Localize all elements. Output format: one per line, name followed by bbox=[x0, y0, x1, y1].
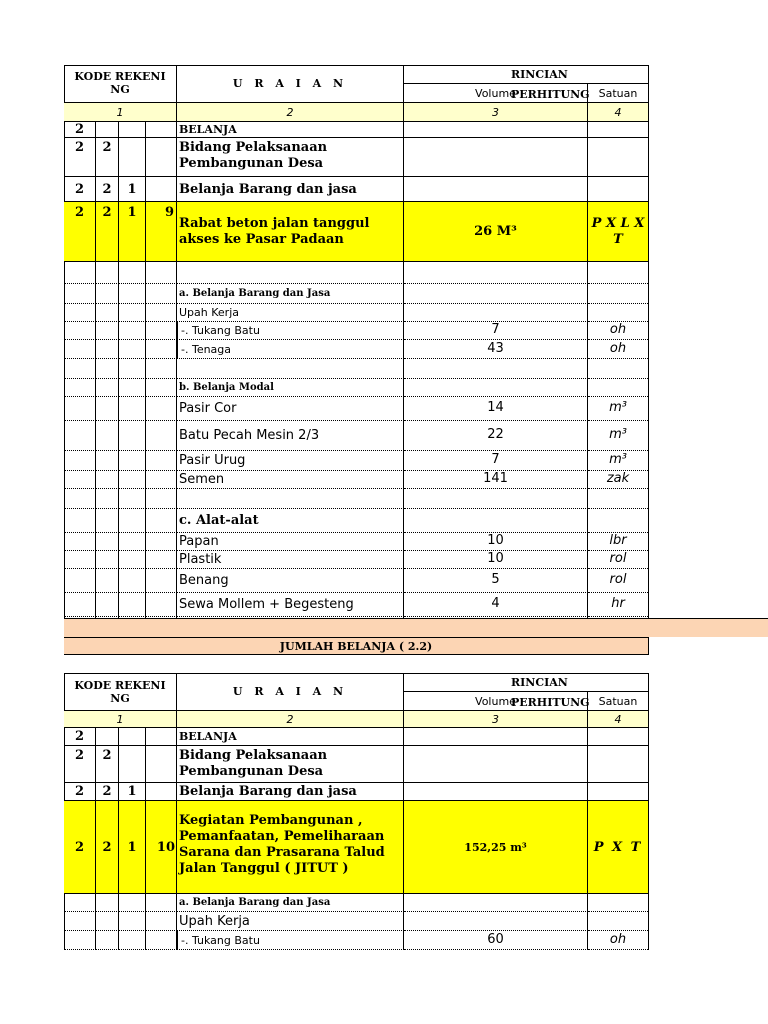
detail-satuan: oh bbox=[588, 322, 648, 340]
kode-cell bbox=[96, 451, 119, 471]
detail-satuan: rol bbox=[588, 569, 648, 593]
budget-table-2 bbox=[64, 673, 768, 950]
kode-cell bbox=[64, 284, 96, 304]
detail-volume bbox=[404, 509, 588, 533]
detail-satuan: oh bbox=[588, 340, 648, 359]
header-satuan: Satuan bbox=[588, 84, 648, 103]
header-volume: Volume bbox=[404, 692, 588, 711]
kode-cell bbox=[146, 728, 177, 746]
detail-volume bbox=[404, 284, 588, 304]
kode-cell bbox=[119, 322, 146, 340]
kode-cell: 2 bbox=[64, 783, 96, 801]
uraian-kegiatan: Kegiatan Pembangunan , Pemanfaatan, Pemeliharaan Sarana dan Prasarana Talud Jalan Tanggul ( JITUT ) bbox=[177, 801, 404, 894]
kode-cell bbox=[119, 551, 146, 569]
kode-cell: 2 bbox=[96, 202, 119, 262]
header-kode-rekening: KODE REKENI NG bbox=[64, 673, 177, 711]
kode-cell bbox=[64, 304, 96, 322]
detail-volume: 10 bbox=[404, 533, 588, 551]
col-number-2: 2 bbox=[177, 711, 404, 728]
kode-cell bbox=[119, 489, 146, 509]
kode-cell: 2 bbox=[64, 728, 96, 746]
kode-cell bbox=[119, 340, 146, 359]
col-number-1: 1 bbox=[64, 711, 177, 728]
kode-cell bbox=[146, 894, 177, 912]
detail-uraian: b. Belanja Modal bbox=[177, 379, 404, 397]
detail-satuan bbox=[588, 509, 648, 533]
detail-uraian: Benang bbox=[177, 569, 404, 593]
detail-uraian: Papan bbox=[177, 533, 404, 551]
detail-volume bbox=[404, 379, 588, 397]
satuan-cell bbox=[588, 746, 648, 783]
detail-volume bbox=[404, 489, 588, 509]
kode-cell bbox=[119, 509, 146, 533]
kode-cell bbox=[96, 359, 119, 379]
kode-cell bbox=[64, 421, 96, 451]
kode-cell bbox=[146, 262, 177, 284]
detail-satuan bbox=[588, 304, 648, 322]
detail-uraian: Batu Pecah Mesin 2/3 bbox=[177, 421, 404, 451]
uraian-belanja-barang: Belanja Barang dan jasa bbox=[177, 177, 404, 202]
kode-cell bbox=[96, 284, 119, 304]
col-number-4: 4 bbox=[588, 711, 648, 728]
kode-cell bbox=[146, 593, 177, 617]
kode-cell bbox=[96, 379, 119, 397]
kode-cell bbox=[96, 340, 119, 359]
volume-cell bbox=[404, 177, 588, 202]
detail-uraian bbox=[177, 489, 404, 509]
kode-cell: 2 bbox=[96, 177, 119, 202]
kode-cell bbox=[96, 471, 119, 489]
volume-kegiatan: 152,25 m³ bbox=[404, 801, 588, 894]
detail-rows bbox=[64, 262, 649, 618]
kode-cell bbox=[96, 894, 119, 912]
detail-uraian: Pasir Urug bbox=[177, 451, 404, 471]
kode-cell bbox=[146, 322, 177, 340]
kode-cell bbox=[96, 728, 119, 746]
detail-satuan: m³ bbox=[588, 397, 648, 421]
kode-cell bbox=[96, 551, 119, 569]
detail-volume bbox=[404, 894, 588, 912]
kode-cell bbox=[146, 284, 177, 304]
detail-satuan bbox=[588, 359, 648, 379]
kode-cell bbox=[119, 533, 146, 551]
uraian-rabat-beton: Rabat beton jalan tanggul akses ke Pasar Padaan bbox=[177, 202, 404, 262]
kode-cell: 9 bbox=[146, 202, 177, 262]
kode-cell: 2 bbox=[64, 122, 96, 138]
kode-cell bbox=[119, 931, 146, 950]
kode-cell bbox=[146, 122, 177, 138]
kode-cell bbox=[146, 912, 177, 931]
volume-cell bbox=[404, 728, 588, 746]
detail-satuan: m³ bbox=[588, 451, 648, 471]
kode-cell bbox=[96, 322, 119, 340]
header-volume: Volume bbox=[404, 84, 588, 103]
kode-cell bbox=[64, 359, 96, 379]
kode-cell bbox=[146, 471, 177, 489]
kode-cell bbox=[64, 451, 96, 471]
kode-cell bbox=[64, 509, 96, 533]
uraian-belanja: BELANJA bbox=[177, 728, 404, 746]
kode-cell bbox=[119, 471, 146, 489]
kode-cell bbox=[96, 569, 119, 593]
kode-cell bbox=[64, 397, 96, 421]
kode-cell: 1 bbox=[119, 202, 146, 262]
detail-volume: 7 bbox=[404, 451, 588, 471]
kode-cell bbox=[96, 304, 119, 322]
total-right-border bbox=[648, 637, 649, 655]
detail-satuan bbox=[588, 489, 648, 509]
kode-cell bbox=[96, 122, 119, 138]
detail-satuan bbox=[588, 379, 648, 397]
kode-cell: 2 bbox=[64, 202, 96, 262]
kode-cell bbox=[64, 340, 96, 359]
kode-cell: 10 bbox=[146, 801, 177, 894]
satuan-rabat-beton: P X L X T bbox=[588, 202, 648, 262]
kode-cell bbox=[119, 421, 146, 451]
detail-uraian: Sewa Mollem + Begesteng bbox=[177, 593, 404, 617]
detail-satuan: oh bbox=[588, 931, 648, 950]
kode-cell bbox=[146, 379, 177, 397]
satuan-cell bbox=[588, 138, 648, 177]
kode-cell bbox=[64, 489, 96, 509]
uraian-bidang: Bidang Pelaksanaan Pembangunan Desa bbox=[177, 138, 404, 177]
kode-cell bbox=[96, 421, 119, 451]
uraian-belanja-barang: Belanja Barang dan jasa bbox=[177, 783, 404, 801]
detail-satuan: m³ bbox=[588, 421, 648, 451]
kode-cell: 2 bbox=[64, 746, 96, 783]
kode-cell bbox=[119, 593, 146, 617]
detail-uraian: c. Alat-alat bbox=[177, 509, 404, 533]
kode-cell: 2 bbox=[96, 783, 119, 801]
kode-cell bbox=[146, 177, 177, 202]
detail-uraian: Semen bbox=[177, 471, 404, 489]
kode-cell bbox=[64, 569, 96, 593]
kode-cell bbox=[119, 894, 146, 912]
kode-cell bbox=[96, 533, 119, 551]
kode-cell bbox=[146, 569, 177, 593]
kode-cell bbox=[119, 304, 146, 322]
detail-uraian: -. Tukang Batu bbox=[177, 931, 404, 950]
kode-cell bbox=[146, 551, 177, 569]
detail-uraian: a. Belanja Barang dan Jasa bbox=[177, 284, 404, 304]
satuan-cell bbox=[588, 783, 648, 801]
kode-cell bbox=[64, 894, 96, 912]
kode-cell bbox=[146, 746, 177, 783]
kode-cell bbox=[96, 593, 119, 617]
detail-volume: 60 bbox=[404, 931, 588, 950]
header-uraian: U R A I A N bbox=[177, 65, 404, 103]
detail-satuan: hr bbox=[588, 593, 648, 617]
detail-uraian: -. Tukang Batu bbox=[177, 322, 404, 340]
detail-volume: 4 bbox=[404, 593, 588, 617]
detail-uraian: Pasir Cor bbox=[177, 397, 404, 421]
kode-cell bbox=[146, 451, 177, 471]
kode-cell: 2 bbox=[96, 138, 119, 177]
kode-cell bbox=[96, 262, 119, 284]
detail-volume: 22 bbox=[404, 421, 588, 451]
col-number-3: 3 bbox=[404, 711, 588, 728]
kode-cell bbox=[119, 912, 146, 931]
kode-cell bbox=[146, 421, 177, 451]
header-uraian: U R A I A N bbox=[177, 673, 404, 711]
detail-uraian: -. Tenaga bbox=[177, 340, 404, 359]
header-rincian: RINCIAN PERHITUNG bbox=[404, 65, 648, 84]
kode-cell bbox=[146, 509, 177, 533]
kode-cell bbox=[64, 262, 96, 284]
kode-cell bbox=[119, 138, 146, 177]
col-number-3: 3 bbox=[404, 103, 588, 122]
kode-cell bbox=[64, 551, 96, 569]
kode-cell bbox=[146, 397, 177, 421]
kode-cell bbox=[146, 340, 177, 359]
kode-cell bbox=[119, 728, 146, 746]
kode-cell bbox=[64, 533, 96, 551]
volume-cell bbox=[404, 746, 588, 783]
kode-cell bbox=[119, 397, 146, 421]
satuan-cell bbox=[588, 177, 648, 202]
kode-cell: 2 bbox=[64, 801, 96, 894]
kode-cell bbox=[146, 489, 177, 509]
kode-cell bbox=[96, 912, 119, 931]
kode-cell bbox=[119, 262, 146, 284]
detail-satuan: rol bbox=[588, 551, 648, 569]
detail-volume bbox=[404, 262, 588, 284]
satuan-kegiatan: P X T bbox=[588, 801, 648, 894]
satuan-cell bbox=[588, 728, 648, 746]
detail-uraian: a. Belanja Barang dan Jasa bbox=[177, 894, 404, 912]
uraian-belanja: BELANJA bbox=[177, 122, 404, 138]
detail-satuan bbox=[588, 894, 648, 912]
col-number-4: 4 bbox=[588, 103, 648, 122]
detail-volume: 7 bbox=[404, 322, 588, 340]
header-rincian: RINCIAN PERHITUNG bbox=[404, 673, 648, 692]
kode-cell bbox=[96, 489, 119, 509]
kode-cell: 2 bbox=[96, 801, 119, 894]
kode-cell bbox=[146, 304, 177, 322]
volume-cell bbox=[404, 122, 588, 138]
detail-satuan bbox=[588, 284, 648, 304]
detail-uraian bbox=[177, 262, 404, 284]
kode-cell: 2 bbox=[96, 746, 119, 783]
kode-cell bbox=[119, 569, 146, 593]
kode-cell bbox=[119, 746, 146, 783]
col-number-1: 1 bbox=[64, 103, 177, 122]
kode-cell bbox=[119, 379, 146, 397]
detail-volume bbox=[404, 359, 588, 379]
uraian-bidang: Bidang Pelaksanaan Pembangunan Desa bbox=[177, 746, 404, 783]
kode-cell bbox=[64, 931, 96, 950]
header-kode-rekening: KODE REKENI NG bbox=[64, 65, 177, 103]
kode-cell bbox=[64, 471, 96, 489]
detail-satuan bbox=[588, 912, 648, 931]
volume-cell bbox=[404, 783, 588, 801]
detail-volume: 43 bbox=[404, 340, 588, 359]
kode-cell bbox=[96, 509, 119, 533]
kode-cell bbox=[146, 533, 177, 551]
detail-satuan: lbr bbox=[588, 533, 648, 551]
kode-cell bbox=[96, 931, 119, 950]
kode-cell bbox=[146, 359, 177, 379]
detail-volume: 10 bbox=[404, 551, 588, 569]
detail-satuan bbox=[588, 262, 648, 284]
volume-rabat-beton: 26 M³ bbox=[404, 202, 588, 262]
detail-uraian: Upah Kerja bbox=[177, 304, 404, 322]
kode-cell bbox=[146, 138, 177, 177]
satuan-cell bbox=[588, 122, 648, 138]
detail-satuan: zak bbox=[588, 471, 648, 489]
detail-volume bbox=[404, 304, 588, 322]
kode-cell: 1 bbox=[119, 783, 146, 801]
kode-cell bbox=[119, 122, 146, 138]
header-satuan: Satuan bbox=[588, 692, 648, 711]
detail-rows bbox=[64, 894, 649, 950]
kode-cell bbox=[119, 451, 146, 471]
kode-cell bbox=[64, 593, 96, 617]
kode-cell bbox=[96, 397, 119, 421]
total-label: JUMLAH BELANJA ( 2.2) bbox=[64, 637, 648, 655]
kode-cell bbox=[64, 379, 96, 397]
detail-uraian: Upah Kerja bbox=[177, 912, 404, 931]
budget-table-1 bbox=[64, 65, 768, 655]
detail-uraian: Plastik bbox=[177, 551, 404, 569]
total-spacer-row bbox=[64, 618, 768, 637]
kode-cell bbox=[64, 912, 96, 931]
kode-cell bbox=[64, 322, 96, 340]
detail-volume bbox=[404, 912, 588, 931]
kode-cell bbox=[146, 931, 177, 950]
kode-cell: 1 bbox=[119, 177, 146, 202]
volume-cell bbox=[404, 138, 588, 177]
col-number-2: 2 bbox=[177, 103, 404, 122]
kode-cell: 2 bbox=[64, 138, 96, 177]
kode-cell bbox=[146, 783, 177, 801]
kode-cell bbox=[119, 359, 146, 379]
kode-cell: 2 bbox=[64, 177, 96, 202]
detail-uraian bbox=[177, 359, 404, 379]
kode-cell: 1 bbox=[119, 801, 146, 894]
detail-volume: 5 bbox=[404, 569, 588, 593]
kode-cell bbox=[119, 284, 146, 304]
detail-volume: 141 bbox=[404, 471, 588, 489]
detail-volume: 14 bbox=[404, 397, 588, 421]
